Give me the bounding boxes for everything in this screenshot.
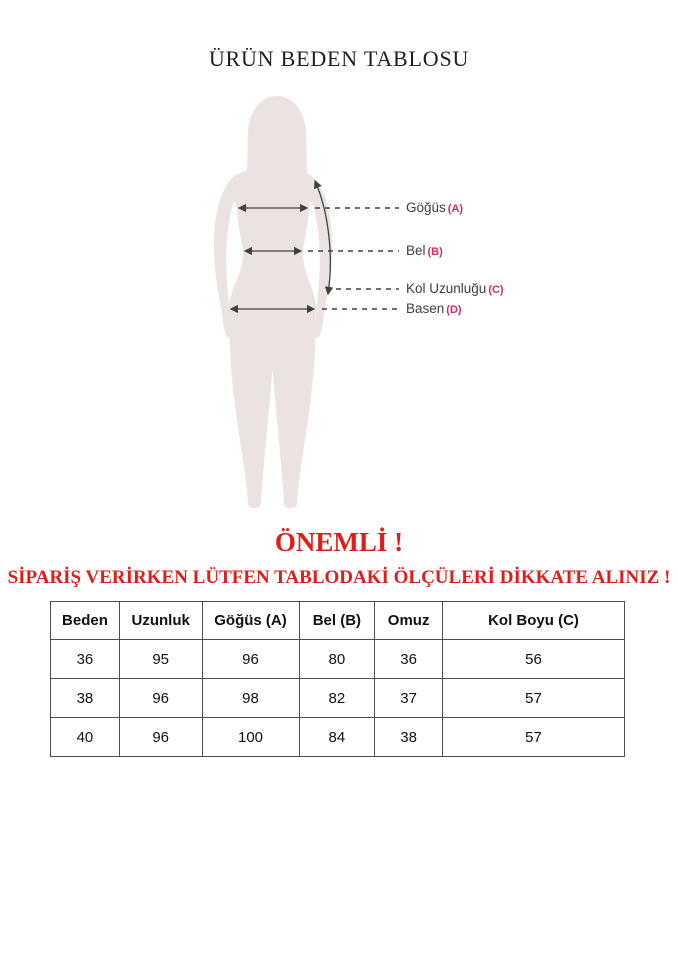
chest-label-text: Göğüs bbox=[406, 200, 446, 215]
header-cell-beden: Beden bbox=[51, 602, 120, 640]
table-cell: 80 bbox=[299, 640, 375, 679]
warning-message: SİPARİŞ VERİRKEN LÜTFEN TABLODAKİ ÖLÇÜLERİ DİKKATE ALINIZ ! bbox=[7, 567, 671, 588]
table-cell: 56 bbox=[443, 640, 625, 679]
female-silhouette bbox=[214, 96, 332, 508]
page-title: ÜRÜN BEDEN TABLOSU bbox=[208, 46, 470, 71]
chest-label bbox=[406, 200, 463, 216]
chest-label-letter: (A) bbox=[447, 203, 464, 215]
table-cell: 95 bbox=[119, 640, 202, 679]
size-row-40 bbox=[51, 718, 625, 757]
size-table-header-row bbox=[51, 602, 625, 640]
table-cell: 37 bbox=[375, 679, 443, 718]
table-cell: 100 bbox=[202, 718, 299, 757]
table-cell: 96 bbox=[202, 640, 299, 679]
sleeve-label-text: Kol Uzunluğu bbox=[406, 281, 487, 296]
hip-label bbox=[406, 301, 462, 317]
header-cell-kol-boyu: Kol Boyu (C) bbox=[443, 602, 625, 640]
sleeve-label bbox=[406, 281, 504, 297]
table-cell: 98 bbox=[202, 679, 299, 718]
header-cell-uzunluk: Uzunluk bbox=[119, 602, 202, 640]
table-cell: 96 bbox=[119, 679, 202, 718]
size-row-38 bbox=[51, 679, 625, 718]
important-heading: ÖNEMLİ ! bbox=[274, 527, 404, 557]
table-cell: 57 bbox=[443, 718, 625, 757]
table-cell: 84 bbox=[299, 718, 375, 757]
table-cell: 38 bbox=[51, 679, 120, 718]
hip-label-text: Basen bbox=[406, 301, 445, 316]
size-row-36 bbox=[51, 640, 625, 679]
table-cell: 82 bbox=[299, 679, 375, 718]
table-cell: 36 bbox=[375, 640, 443, 679]
hip-label-letter: (D) bbox=[446, 304, 462, 316]
header-cell-gogus: Göğüs (A) bbox=[202, 602, 299, 640]
table-cell: 40 bbox=[51, 718, 120, 757]
size-table bbox=[50, 601, 625, 757]
waist-label bbox=[406, 243, 443, 259]
table-cell: 38 bbox=[375, 718, 443, 757]
sleeve-label-letter: (C) bbox=[488, 284, 504, 296]
waist-label-letter: (B) bbox=[427, 246, 443, 258]
header-cell-omuz: Omuz bbox=[375, 602, 443, 640]
table-cell: 57 bbox=[443, 679, 625, 718]
table-cell: 96 bbox=[119, 718, 202, 757]
waist-label-text: Bel bbox=[406, 243, 426, 258]
table-cell: 36 bbox=[51, 640, 120, 679]
header-cell-bel: Bel (B) bbox=[299, 602, 375, 640]
